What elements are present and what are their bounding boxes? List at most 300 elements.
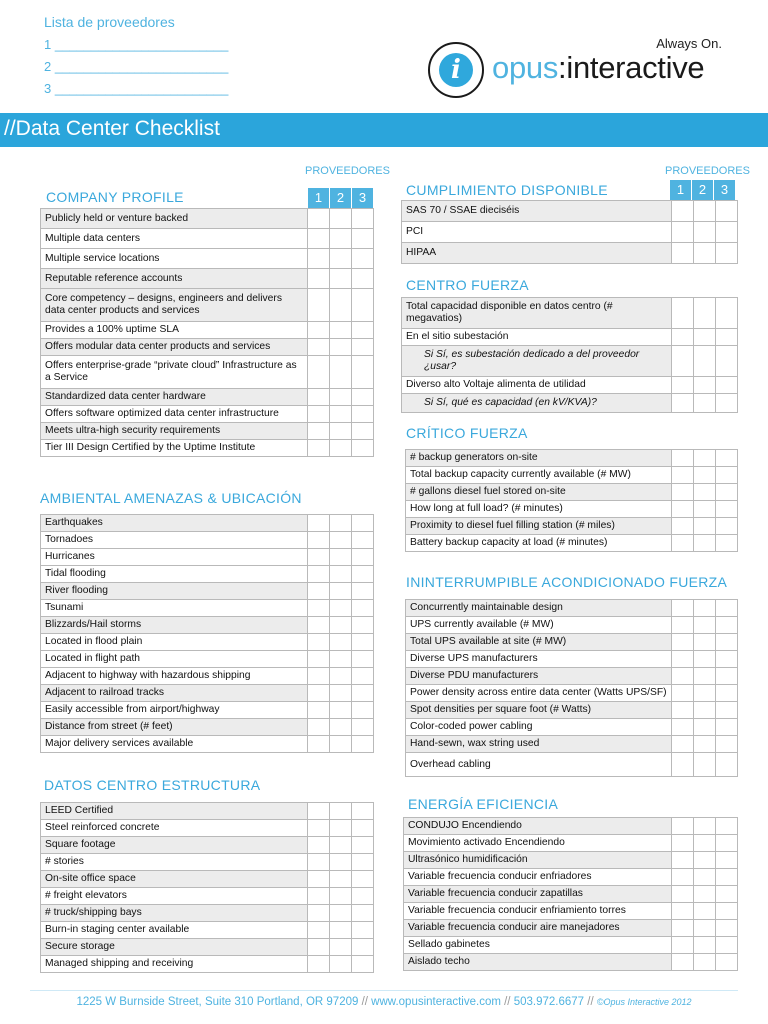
checklist-row bbox=[41, 668, 374, 685]
provider-3-checkbox[interactable] bbox=[352, 549, 374, 566]
provider-2-checkbox[interactable] bbox=[694, 954, 716, 971]
provider-3-checkbox[interactable] bbox=[716, 201, 738, 222]
provider-2-checkbox[interactable] bbox=[330, 651, 352, 668]
checklist-row bbox=[404, 886, 738, 903]
provider-3-checkbox[interactable] bbox=[352, 440, 374, 457]
checklist-row bbox=[404, 903, 738, 920]
provider-3-checkbox[interactable] bbox=[352, 820, 374, 837]
checklist-row bbox=[406, 719, 738, 736]
provider-1-checkbox[interactable] bbox=[672, 835, 694, 852]
checklist-item-label: # backup generators on-site bbox=[406, 450, 672, 467]
provider-3-checkbox[interactable] bbox=[716, 394, 738, 413]
providers-label-left: PROVEEDORES bbox=[305, 165, 390, 177]
checklist-row bbox=[41, 423, 374, 440]
provider-1-checkbox[interactable] bbox=[308, 702, 330, 719]
provider-1-checkbox[interactable] bbox=[672, 501, 694, 518]
provider-3-checkbox[interactable] bbox=[352, 685, 374, 702]
checklist-row bbox=[41, 532, 374, 549]
checklist-row bbox=[41, 289, 374, 322]
provider-3-checkbox[interactable] bbox=[352, 871, 374, 888]
provider-3-checkbox[interactable] bbox=[716, 886, 738, 903]
provider-1-checkbox[interactable] bbox=[672, 685, 694, 702]
footer-phone: 503.972.6677 bbox=[513, 996, 585, 1008]
provider-1-checkbox[interactable] bbox=[308, 719, 330, 736]
provider-2-checkbox[interactable] bbox=[694, 518, 716, 535]
provider-2-checkbox[interactable] bbox=[694, 668, 716, 685]
provider-3-checkbox[interactable] bbox=[352, 289, 374, 322]
provider-1-checkbox[interactable] bbox=[308, 854, 330, 871]
checklist-row bbox=[41, 871, 374, 888]
provider-1-checkbox[interactable] bbox=[672, 394, 694, 413]
provider-2-checkbox[interactable] bbox=[330, 736, 352, 753]
provider-line-2[interactable]: 2 ________________________ bbox=[44, 59, 229, 74]
provider-1-checkbox[interactable] bbox=[672, 600, 694, 617]
checklist-row bbox=[41, 837, 374, 854]
provider-2-checkbox[interactable] bbox=[694, 377, 716, 394]
provider-3-checkbox[interactable] bbox=[352, 532, 374, 549]
provider-1-checkbox[interactable] bbox=[308, 532, 330, 549]
provider-1-checkbox[interactable] bbox=[308, 634, 330, 651]
provider-number: 2 bbox=[691, 180, 713, 200]
provider-3-checkbox[interactable] bbox=[716, 600, 738, 617]
provider-3-checkbox[interactable] bbox=[716, 719, 738, 736]
provider-2-checkbox[interactable] bbox=[694, 903, 716, 920]
provider-2-checkbox[interactable] bbox=[694, 329, 716, 346]
provider-1-checkbox[interactable] bbox=[672, 617, 694, 634]
provider-2-checkbox[interactable] bbox=[694, 298, 716, 329]
provider-2-checkbox[interactable] bbox=[330, 820, 352, 837]
checklist-row bbox=[41, 549, 374, 566]
provider-1-checkbox[interactable] bbox=[672, 377, 694, 394]
checklist-item-label: Burn-in staging center available bbox=[41, 922, 308, 939]
provider-2-checkbox[interactable] bbox=[694, 600, 716, 617]
provider-1-checkbox[interactable] bbox=[672, 222, 694, 243]
provider-2-checkbox[interactable] bbox=[330, 634, 352, 651]
provider-2-checkbox[interactable] bbox=[694, 702, 716, 719]
checklist-row bbox=[406, 668, 738, 685]
provider-3-checkbox[interactable] bbox=[352, 736, 374, 753]
provider-1-checkbox[interactable] bbox=[308, 820, 330, 837]
provider-3-checkbox[interactable] bbox=[352, 939, 374, 956]
provider-3-checkbox[interactable] bbox=[352, 600, 374, 617]
checklist-item-label: Diverse UPS manufacturers bbox=[406, 651, 672, 668]
provider-1-checkbox[interactable] bbox=[308, 888, 330, 905]
provider-2-checkbox[interactable] bbox=[694, 222, 716, 243]
checklist-item-label: Provides a 100% uptime SLA bbox=[41, 322, 308, 339]
provider-2-checkbox[interactable] bbox=[330, 905, 352, 922]
provider-1-checkbox[interactable] bbox=[308, 685, 330, 702]
provider-3-checkbox[interactable] bbox=[716, 617, 738, 634]
provider-1-checkbox[interactable] bbox=[308, 922, 330, 939]
footer-website-link[interactable]: www.opusinteractive.com bbox=[371, 996, 501, 1008]
provider-line-3[interactable]: 3 ________________________ bbox=[44, 81, 229, 96]
provider-1-checkbox[interactable] bbox=[308, 209, 330, 229]
provider-1-checkbox[interactable] bbox=[308, 339, 330, 356]
checklist-item-label: HIPAA bbox=[402, 243, 672, 264]
provider-2-checkbox[interactable] bbox=[330, 406, 352, 423]
provider-2-checkbox[interactable] bbox=[694, 346, 716, 377]
provider-1-checkbox[interactable] bbox=[308, 956, 330, 973]
provider-3-checkbox[interactable] bbox=[716, 535, 738, 552]
provider-3-checkbox[interactable] bbox=[716, 467, 738, 484]
provider-2-checkbox[interactable] bbox=[694, 736, 716, 753]
provider-1-checkbox[interactable] bbox=[672, 518, 694, 535]
provider-1-checkbox[interactable] bbox=[308, 356, 330, 389]
checklist-item-label: CONDUJO Encendiendo bbox=[404, 818, 672, 835]
checklist-estructura bbox=[40, 802, 374, 973]
title-banner bbox=[0, 113, 768, 147]
provider-2-checkbox[interactable] bbox=[330, 356, 352, 389]
provider-1-checkbox[interactable] bbox=[672, 450, 694, 467]
provider-1-checkbox[interactable] bbox=[672, 668, 694, 685]
provider-3-checkbox[interactable] bbox=[352, 837, 374, 854]
provider-3-checkbox[interactable] bbox=[352, 888, 374, 905]
provider-line-1[interactable]: 1 ________________________ bbox=[44, 37, 229, 52]
provider-1-checkbox[interactable] bbox=[308, 939, 330, 956]
provider-number: 3 bbox=[713, 180, 735, 200]
provider-3-checkbox[interactable] bbox=[716, 685, 738, 702]
provider-1-checkbox[interactable] bbox=[308, 289, 330, 322]
provider-1-checkbox[interactable] bbox=[308, 651, 330, 668]
provider-1-checkbox[interactable] bbox=[672, 346, 694, 377]
provider-2-checkbox[interactable] bbox=[330, 888, 352, 905]
provider-3-checkbox[interactable] bbox=[352, 583, 374, 600]
checklist-row bbox=[41, 269, 374, 289]
provider-3-checkbox[interactable] bbox=[716, 954, 738, 971]
provider-2-checkbox[interactable] bbox=[330, 600, 352, 617]
provider-3-checkbox[interactable] bbox=[716, 346, 738, 377]
provider-2-checkbox[interactable] bbox=[694, 869, 716, 886]
checklist-row bbox=[406, 467, 738, 484]
provider-3-checkbox[interactable] bbox=[352, 339, 374, 356]
provider-1-checkbox[interactable] bbox=[672, 954, 694, 971]
checklist-item-label: Offers modular data center products and services bbox=[41, 339, 308, 356]
provider-2-checkbox[interactable] bbox=[694, 753, 716, 777]
provider-1-checkbox[interactable] bbox=[308, 668, 330, 685]
provider-1-checkbox[interactable] bbox=[672, 869, 694, 886]
checklist-item-label: Core competency – designs, engineers and delivers data center products and services bbox=[41, 289, 308, 322]
provider-3-checkbox[interactable] bbox=[352, 406, 374, 423]
provider-3-checkbox[interactable] bbox=[352, 515, 374, 532]
provider-3-checkbox[interactable] bbox=[352, 389, 374, 406]
provider-3-checkbox[interactable] bbox=[352, 249, 374, 269]
checklist-cumplimiento bbox=[401, 200, 738, 264]
checklist-row bbox=[406, 484, 738, 501]
provider-3-checkbox[interactable] bbox=[716, 501, 738, 518]
provider-1-checkbox[interactable] bbox=[308, 229, 330, 249]
provider-2-checkbox[interactable] bbox=[694, 651, 716, 668]
page-title: //Data Center Checklist bbox=[4, 117, 220, 140]
provider-1-checkbox[interactable] bbox=[308, 249, 330, 269]
provider-2-checkbox[interactable] bbox=[694, 818, 716, 835]
provider-3-checkbox[interactable] bbox=[716, 222, 738, 243]
checklist-row bbox=[41, 617, 374, 634]
provider-1-checkbox[interactable] bbox=[308, 905, 330, 922]
provider-2-checkbox[interactable] bbox=[694, 937, 716, 954]
checklist-centro-fuerza bbox=[401, 297, 738, 413]
footer-divider bbox=[30, 990, 738, 991]
checklist-row bbox=[41, 229, 374, 249]
provider-2-checkbox[interactable] bbox=[694, 201, 716, 222]
checklist-row bbox=[41, 719, 374, 736]
provider-3-checkbox[interactable] bbox=[352, 423, 374, 440]
provider-3-checkbox[interactable] bbox=[352, 322, 374, 339]
provider-3-checkbox[interactable] bbox=[352, 634, 374, 651]
provider-2-checkbox[interactable] bbox=[330, 389, 352, 406]
provider-2-checkbox[interactable] bbox=[330, 685, 352, 702]
provider-1-checkbox[interactable] bbox=[672, 651, 694, 668]
provider-1-checkbox[interactable] bbox=[672, 702, 694, 719]
provider-3-checkbox[interactable] bbox=[716, 450, 738, 467]
provider-3-checkbox[interactable] bbox=[716, 329, 738, 346]
checklist-item-label: Tier III Design Certified by the Uptime Institute bbox=[41, 440, 308, 457]
provider-1-checkbox[interactable] bbox=[308, 549, 330, 566]
provider-3-checkbox[interactable] bbox=[716, 668, 738, 685]
provider-1-checkbox[interactable] bbox=[672, 937, 694, 954]
checklist-item-label: Earthquakes bbox=[41, 515, 308, 532]
provider-2-checkbox[interactable] bbox=[330, 549, 352, 566]
provider-2-checkbox[interactable] bbox=[330, 956, 352, 973]
checklist-critico-fuerza bbox=[405, 449, 738, 552]
provider-2-checkbox[interactable] bbox=[694, 394, 716, 413]
checklist-item-label: Tsunami bbox=[41, 600, 308, 617]
section-title-ambiental: AMBIENTAL AMENAZAS & UBICACIÓN bbox=[40, 490, 302, 506]
footer-copyright: ©Opus Interactive 2012 bbox=[596, 997, 692, 1007]
provider-number: 1 bbox=[307, 188, 329, 208]
provider-1-checkbox[interactable] bbox=[672, 243, 694, 264]
checklist-item-label: En el sitio subestación bbox=[402, 329, 672, 346]
provider-2-checkbox[interactable] bbox=[330, 668, 352, 685]
provider-2-checkbox[interactable] bbox=[330, 583, 352, 600]
provider-1-checkbox[interactable] bbox=[308, 423, 330, 440]
provider-1-checkbox[interactable] bbox=[672, 753, 694, 777]
provider-1-checkbox[interactable] bbox=[672, 467, 694, 484]
checklist-ambiental bbox=[40, 514, 374, 753]
provider-3-checkbox[interactable] bbox=[352, 356, 374, 389]
checklist-row bbox=[41, 566, 374, 583]
provider-2-checkbox[interactable] bbox=[694, 719, 716, 736]
checklist-item-label: Offers software optimized data center infrastructure bbox=[41, 406, 308, 423]
checklist-row bbox=[406, 651, 738, 668]
provider-1-checkbox[interactable] bbox=[672, 736, 694, 753]
provider-2-checkbox[interactable] bbox=[330, 939, 352, 956]
provider-3-checkbox[interactable] bbox=[716, 937, 738, 954]
section-title-centro-fuerza: CENTRO FUERZA bbox=[406, 277, 529, 293]
provider-2-checkbox[interactable] bbox=[330, 702, 352, 719]
checklist-item-label: Si Sí, qué es capacidad (en kV/KVA)? bbox=[402, 394, 672, 413]
provider-2-checkbox[interactable] bbox=[330, 289, 352, 322]
checklist-item-label: Easily accessible from airport/highway bbox=[41, 702, 308, 719]
checklist-row bbox=[404, 937, 738, 954]
checklist-item-label: Offers enterprise-grade “private cloud” Infrastructure as a Service bbox=[41, 356, 308, 389]
provider-3-checkbox[interactable] bbox=[716, 651, 738, 668]
checklist-row bbox=[406, 518, 738, 535]
provider-3-checkbox[interactable] bbox=[716, 634, 738, 651]
provider-3-checkbox[interactable] bbox=[716, 243, 738, 264]
provider-2-checkbox[interactable] bbox=[330, 837, 352, 854]
provider-3-checkbox[interactable] bbox=[716, 818, 738, 835]
checklist-row bbox=[41, 356, 374, 389]
provider-2-checkbox[interactable] bbox=[330, 423, 352, 440]
provider-2-checkbox[interactable] bbox=[330, 209, 352, 229]
provider-1-checkbox[interactable] bbox=[672, 201, 694, 222]
provider-3-checkbox[interactable] bbox=[352, 209, 374, 229]
provider-1-checkbox[interactable] bbox=[308, 269, 330, 289]
provider-3-checkbox[interactable] bbox=[352, 719, 374, 736]
provider-2-checkbox[interactable] bbox=[694, 535, 716, 552]
checklist-row bbox=[41, 249, 374, 269]
checklist-item-label: Variable frecuencia conducir enfriadores bbox=[404, 869, 672, 886]
provider-1-checkbox[interactable] bbox=[308, 803, 330, 820]
provider-2-checkbox[interactable] bbox=[694, 852, 716, 869]
checklist-item-label: # stories bbox=[41, 854, 308, 871]
checklist-item-label: Secure storage bbox=[41, 939, 308, 956]
checklist-item-label: Variable frecuencia conducir aire manejadores bbox=[404, 920, 672, 937]
checklist-item-label: Si Sí, es subestación dedicado a del proveedor ¿usar? bbox=[402, 346, 672, 377]
provider-1-checkbox[interactable] bbox=[308, 600, 330, 617]
provider-1-checkbox[interactable] bbox=[672, 298, 694, 329]
provider-1-checkbox[interactable] bbox=[672, 329, 694, 346]
provider-1-checkbox[interactable] bbox=[672, 719, 694, 736]
checklist-row bbox=[402, 201, 738, 222]
provider-1-checkbox[interactable] bbox=[308, 440, 330, 457]
provider-2-checkbox[interactable] bbox=[694, 617, 716, 634]
section-title-energia: ENERGÍA EFICIENCIA bbox=[408, 796, 559, 812]
provider-2-checkbox[interactable] bbox=[330, 515, 352, 532]
provider-3-checkbox[interactable] bbox=[352, 803, 374, 820]
checklist-row bbox=[402, 329, 738, 346]
provider-3-checkbox[interactable] bbox=[352, 905, 374, 922]
provider-3-checkbox[interactable] bbox=[716, 753, 738, 777]
checklist-row bbox=[41, 600, 374, 617]
checklist-item-label: Publicly held or venture backed bbox=[41, 209, 308, 229]
checklist-item-label: Total capacidad disponible en datos centro (# megavatios) bbox=[402, 298, 672, 329]
checklist-row bbox=[41, 209, 374, 229]
provider-2-checkbox[interactable] bbox=[694, 501, 716, 518]
provider-2-checkbox[interactable] bbox=[330, 269, 352, 289]
provider-3-checkbox[interactable] bbox=[716, 835, 738, 852]
provider-1-checkbox[interactable] bbox=[308, 389, 330, 406]
provider-3-checkbox[interactable] bbox=[716, 920, 738, 937]
checklist-item-label: Located in flight path bbox=[41, 651, 308, 668]
provider-1-checkbox[interactable] bbox=[672, 920, 694, 937]
provider-3-checkbox[interactable] bbox=[352, 651, 374, 668]
provider-3-checkbox[interactable] bbox=[352, 956, 374, 973]
provider-2-checkbox[interactable] bbox=[694, 484, 716, 501]
provider-1-checkbox[interactable] bbox=[308, 871, 330, 888]
checklist-row bbox=[41, 583, 374, 600]
checklist-item-label: Tornadoes bbox=[41, 532, 308, 549]
provider-2-checkbox[interactable] bbox=[330, 922, 352, 939]
provider-number-header-right bbox=[669, 180, 735, 200]
provider-2-checkbox[interactable] bbox=[330, 566, 352, 583]
provider-2-checkbox[interactable] bbox=[330, 617, 352, 634]
provider-1-checkbox[interactable] bbox=[308, 322, 330, 339]
provider-2-checkbox[interactable] bbox=[694, 685, 716, 702]
provider-3-checkbox[interactable] bbox=[352, 702, 374, 719]
checklist-item-label: Standardized data center hardware bbox=[41, 389, 308, 406]
provider-3-checkbox[interactable] bbox=[716, 298, 738, 329]
provider-2-checkbox[interactable] bbox=[330, 339, 352, 356]
provider-1-checkbox[interactable] bbox=[672, 634, 694, 651]
provider-2-checkbox[interactable] bbox=[694, 920, 716, 937]
provider-2-checkbox[interactable] bbox=[330, 249, 352, 269]
provider-3-checkbox[interactable] bbox=[352, 269, 374, 289]
section-title-company-profile: COMPANY PROFILE bbox=[46, 189, 184, 205]
provider-1-checkbox[interactable] bbox=[672, 903, 694, 920]
provider-2-checkbox[interactable] bbox=[330, 854, 352, 871]
checklist-item-label: # truck/shipping bays bbox=[41, 905, 308, 922]
checklist-row bbox=[402, 243, 738, 264]
provider-1-checkbox[interactable] bbox=[672, 852, 694, 869]
provider-3-checkbox[interactable] bbox=[716, 484, 738, 501]
provider-2-checkbox[interactable] bbox=[694, 243, 716, 264]
provider-2-checkbox[interactable] bbox=[330, 322, 352, 339]
provider-2-checkbox[interactable] bbox=[330, 719, 352, 736]
provider-1-checkbox[interactable] bbox=[672, 535, 694, 552]
checklist-row bbox=[404, 818, 738, 835]
logo-tagline: Always On. bbox=[656, 36, 722, 51]
provider-1-checkbox[interactable] bbox=[672, 484, 694, 501]
checklist-item-label: Adjacent to highway with hazardous shipping bbox=[41, 668, 308, 685]
provider-3-checkbox[interactable] bbox=[352, 566, 374, 583]
provider-2-checkbox[interactable] bbox=[330, 803, 352, 820]
provider-1-checkbox[interactable] bbox=[308, 736, 330, 753]
provider-3-checkbox[interactable] bbox=[352, 617, 374, 634]
provider-1-checkbox[interactable] bbox=[308, 566, 330, 583]
provider-1-checkbox[interactable] bbox=[672, 818, 694, 835]
checklist-item-label: Multiple service locations bbox=[41, 249, 308, 269]
provider-2-checkbox[interactable] bbox=[330, 440, 352, 457]
checklist-item-label: Located in flood plain bbox=[41, 634, 308, 651]
provider-1-checkbox[interactable] bbox=[308, 515, 330, 532]
provider-3-checkbox[interactable] bbox=[716, 869, 738, 886]
provider-2-checkbox[interactable] bbox=[694, 835, 716, 852]
provider-2-checkbox[interactable] bbox=[330, 871, 352, 888]
provider-3-checkbox[interactable] bbox=[716, 903, 738, 920]
provider-2-checkbox[interactable] bbox=[694, 467, 716, 484]
checklist-row bbox=[41, 939, 374, 956]
provider-3-checkbox[interactable] bbox=[716, 852, 738, 869]
provider-3-checkbox[interactable] bbox=[352, 229, 374, 249]
provider-1-checkbox[interactable] bbox=[308, 583, 330, 600]
provider-3-checkbox[interactable] bbox=[352, 854, 374, 871]
checklist-item-label: Multiple data centers bbox=[41, 229, 308, 249]
provider-1-checkbox[interactable] bbox=[308, 837, 330, 854]
provider-2-checkbox[interactable] bbox=[694, 450, 716, 467]
provider-1-checkbox[interactable] bbox=[672, 886, 694, 903]
checklist-row bbox=[402, 298, 738, 329]
checklist-row bbox=[406, 685, 738, 702]
checklist-row bbox=[41, 651, 374, 668]
provider-3-checkbox[interactable] bbox=[716, 518, 738, 535]
provider-number: 1 bbox=[669, 180, 691, 200]
checklist-item-label: Tidal flooding bbox=[41, 566, 308, 583]
provider-1-checkbox[interactable] bbox=[308, 617, 330, 634]
checklist-item-label: Reputable reference accounts bbox=[41, 269, 308, 289]
provider-2-checkbox[interactable] bbox=[330, 532, 352, 549]
provider-3-checkbox[interactable] bbox=[352, 668, 374, 685]
provider-3-checkbox[interactable] bbox=[352, 922, 374, 939]
provider-1-checkbox[interactable] bbox=[308, 406, 330, 423]
provider-3-checkbox[interactable] bbox=[716, 377, 738, 394]
provider-2-checkbox[interactable] bbox=[694, 634, 716, 651]
provider-list-title: Lista de proveedores bbox=[44, 14, 175, 30]
provider-2-checkbox[interactable] bbox=[330, 229, 352, 249]
provider-3-checkbox[interactable] bbox=[716, 736, 738, 753]
provider-2-checkbox[interactable] bbox=[694, 886, 716, 903]
provider-3-checkbox[interactable] bbox=[716, 702, 738, 719]
